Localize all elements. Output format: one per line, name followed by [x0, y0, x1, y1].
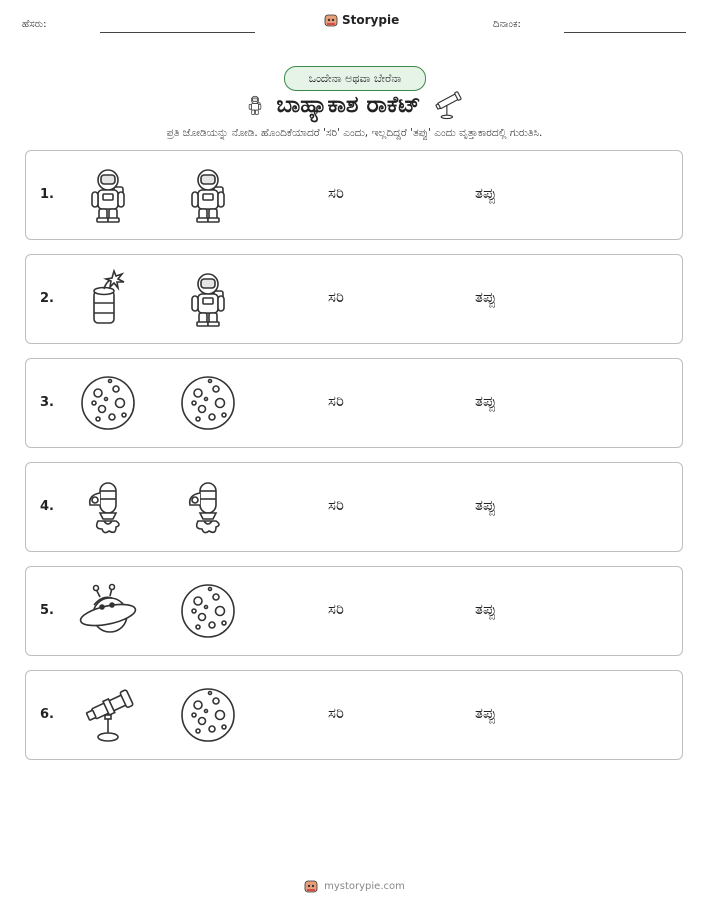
astronaut-icon — [178, 165, 238, 225]
question-number: 3. — [40, 395, 54, 410]
option-correct[interactable]: ಸರಿ — [328, 704, 344, 722]
ufo-icon — [78, 581, 138, 641]
date-label: ದಿನಾಂಕ: — [493, 19, 521, 30]
moon-icon — [78, 373, 138, 433]
instructions: ಪ್ರತಿ ಜೋಡಿಯನ್ನು ನೋಡಿ. ಹೊಂದಿಕೆಯಾದರೆ 'ಸರಿ' ಎಂದು, ಇಲ್ಲದಿದ್ದರೆ 'ತಪ್ಪು' ಎಂದು ವೃತ್ತಾಕಾರದಲ್ಲಿ ಗುರುತಿಸಿ. — [166, 127, 543, 139]
name-label: ಹೆಸರು: — [22, 19, 47, 30]
moon-icon — [178, 685, 238, 745]
option-correct[interactable]: ಸರಿ — [328, 184, 344, 202]
moon-icon — [178, 373, 238, 433]
question-row — [25, 462, 683, 552]
brand-name: Storypie — [342, 13, 400, 27]
option-correct[interactable]: ಸರಿ — [328, 288, 344, 306]
telescope-icon — [78, 685, 138, 745]
storypie-mascot-icon — [324, 13, 338, 27]
option-wrong[interactable]: ತಪ್ಪು — [475, 600, 497, 618]
storypie-mascot-icon — [304, 879, 318, 893]
question-number: 1. — [40, 187, 54, 202]
option-correct[interactable]: ಸರಿ — [328, 496, 344, 514]
question-number: 2. — [40, 291, 54, 306]
question-row — [25, 566, 683, 656]
rocket-icon — [78, 477, 138, 537]
question-number: 4. — [40, 499, 54, 514]
option-wrong[interactable]: ತಪ್ಪು — [475, 288, 497, 306]
worksheet-type-badge: ಒಂದೇನಾ ಅಥವಾ ಬೇರೆನಾ — [284, 66, 426, 91]
footer — [0, 879, 709, 893]
question-row — [25, 358, 683, 448]
question-number: 6. — [40, 707, 54, 722]
date-write-line[interactable] — [564, 32, 686, 33]
worksheet-title: ಬಾಹ್ಯಾಕಾಶ ರಾಕೆಟ್ — [276, 92, 421, 118]
option-correct[interactable]: ಸರಿ — [328, 600, 344, 618]
firecracker-icon — [78, 269, 138, 329]
telescope-icon — [431, 88, 465, 122]
title-row — [0, 88, 709, 122]
option-wrong[interactable]: ತಪ್ಪು — [475, 184, 497, 202]
astronaut-icon — [78, 165, 138, 225]
option-wrong[interactable]: ತಪ್ಪು — [475, 496, 497, 514]
moon-icon — [178, 581, 238, 641]
footer-url: mystorypie.com — [324, 880, 405, 892]
astronaut-icon — [178, 269, 238, 329]
question-row — [25, 670, 683, 760]
question-number: 5. — [40, 603, 54, 618]
question-row — [25, 254, 683, 344]
option-wrong[interactable]: ತಪ್ಪು — [475, 704, 497, 722]
rocket-icon — [178, 477, 238, 537]
question-row — [25, 150, 683, 240]
name-write-line[interactable] — [100, 32, 255, 33]
brand-logo — [324, 13, 399, 27]
option-correct[interactable]: ಸರಿ — [328, 392, 344, 410]
astronaut-icon — [244, 90, 266, 120]
option-wrong[interactable]: ತಪ್ಪು — [475, 392, 497, 410]
